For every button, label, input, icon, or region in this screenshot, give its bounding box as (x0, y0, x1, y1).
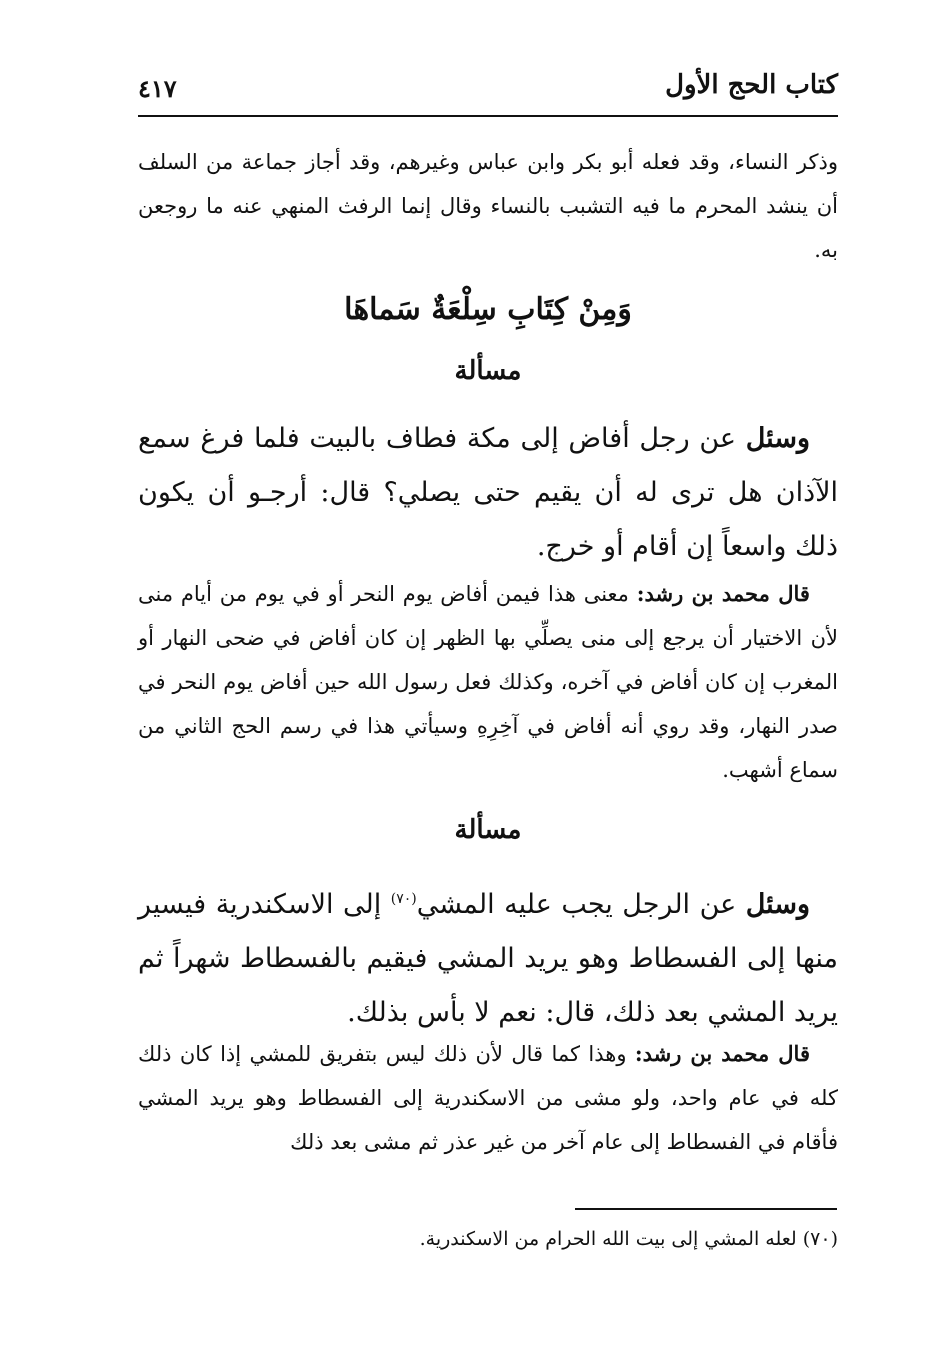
section-heading: وَمِنْ كِتَابِ سِلْعَةٌ سَماهَا (344, 292, 632, 327)
commentary-text: معنى هذا فيمن أفاض يوم النحر أو في يوم من أيام منى لأن الاختيار أن يرجع إلى منى يصلِّي بها الظهر إن كان أفاض في ضحى النهار أو المغرب إن كان أفاض في آخره، وكذلك فعل رسول الله حين أفاض يوم النحر في صدر النهار، وقد روي أنه أفاض في آخِرِهِ وسيأتي هذا في رسم الحج الثاني من سماع أشهب. (138, 582, 838, 782)
question-text-before-ref: عن الرجل يجب عليه المشي (416, 889, 746, 920)
masala-1-question (138, 412, 838, 574)
header-divider (138, 115, 838, 117)
commentary-lead: قال محمد بن رشد: (634, 1041, 810, 1066)
masala-1-heading: مسألة (454, 356, 522, 386)
intro-paragraph: وذكر النساء، وقد فعله أبو بكر وابن عباس وغيرهم، وقد أجاز جماعة من السلف أن ينشد المحرم ما فيه التشبب بالنساء وقال إنما الرفث المنهي عنه ما روجعن به. (138, 150, 838, 262)
masala-2-heading: مسألة (454, 815, 522, 845)
page-header (138, 62, 838, 112)
footnote-marker: (٧٠) (802, 1228, 838, 1250)
footnote (138, 1222, 838, 1256)
page-number: ٤١٧ (138, 74, 177, 103)
running-title: كتاب الحج الأول (665, 70, 838, 100)
footnote-reference: (٧٠) (390, 891, 417, 907)
masala-2-commentary (138, 1032, 838, 1164)
question-text-after-ref: إلى الاسكندرية فيسير منها إلى الفسطاط وهو يريد المشي فيقيم بالفسطاط شهراً ثم يريد المشي بعد ذلك، قال: نعم لا بأس بذلك. (138, 889, 838, 1028)
commentary-text: وهذا كما قال لأن ذلك ليس بتفريق للمشي إذا كان ذلك كله في عام واحد، ولو مشى من الاسكندرية إلى الفسطاط وهو يريد المشي فأقام في الفسطاط إلى عام آخر من غير عذر ثم مشى بعد ذلك (138, 1042, 838, 1154)
footnote-text: لعله المشي إلى بيت الله الحرام من الاسكندرية. (419, 1228, 803, 1250)
masala-1-commentary (138, 572, 838, 792)
question-lead: وسئل (745, 889, 810, 920)
question-text: عن رجل أفاض إلى مكة فطاف بالبيت فلما فرغ سمع الآذان هل ترى له أن يقيم حتى يصلي؟ قال: أرجـو أن يكون ذلك واسعاً إن أقام أو خرج. (138, 423, 838, 562)
question-lead: وسئل (745, 423, 810, 454)
commentary-lead: قال محمد بن رشد: (636, 581, 810, 606)
footnote-divider (575, 1208, 837, 1210)
masala-2-question (138, 872, 838, 1040)
